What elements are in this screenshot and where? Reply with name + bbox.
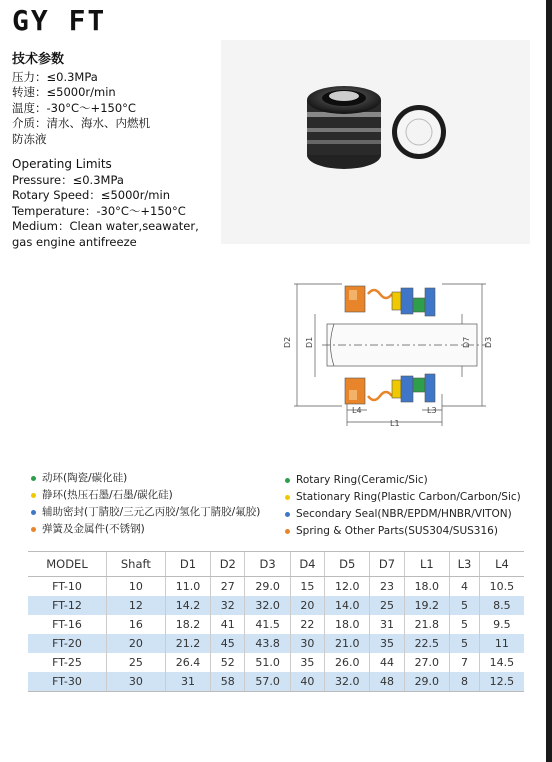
table-cell: 12.5 (479, 672, 524, 692)
label-d1: D1 (305, 336, 314, 348)
table-cell: 44 (370, 653, 404, 672)
table-cell: 35 (290, 653, 324, 672)
column-header: D4 (290, 552, 324, 577)
table-cell: 31 (370, 615, 404, 634)
section-svg (272, 274, 512, 434)
en-spec-line: Pressure：≤0.3MPa (12, 172, 124, 187)
legend-item (285, 489, 521, 506)
legend-item (31, 504, 260, 521)
bullet-icon (285, 478, 290, 483)
table-row (28, 634, 524, 653)
table-cell: 18.0 (404, 577, 449, 597)
table-cell: 29.0 (245, 577, 290, 597)
table-cell: 48 (370, 672, 404, 692)
cn-spec-line: 介质：清水、海水、内燃机 (12, 116, 150, 130)
legend-text: Rotary Ring(Ceramic/Sic) (296, 474, 428, 486)
table-cell: 21.0 (324, 634, 369, 653)
table-cell: 21.2 (165, 634, 210, 653)
table-cell: 29.0 (404, 672, 449, 692)
table-cell: 15 (290, 577, 324, 597)
bullet-icon (31, 527, 36, 532)
legend-text: Secondary Seal(NBR/EPDM/HNBR/VITON) (296, 508, 512, 520)
legend-text: 辅助密封(丁腈胶/三元乙丙胶/氢化丁腈胶/氟胶) (42, 506, 261, 518)
table-cell: 27 (211, 577, 245, 597)
table-cell: 19.2 (404, 596, 449, 615)
bullet-icon (31, 493, 36, 498)
table-cell: 32 (211, 596, 245, 615)
table-row (28, 672, 524, 692)
table-cell: 11.0 (165, 577, 210, 597)
table-cell: 23 (370, 577, 404, 597)
column-header: L3 (450, 552, 480, 577)
table-cell: 25 (106, 653, 165, 672)
legend-text: Stationary Ring(Plastic Carbon/Carbon/Sic) (296, 491, 521, 503)
table-cell: FT-25 (52, 656, 82, 669)
table-cell: 14.5 (479, 653, 524, 672)
table-cell: FT-10 (52, 580, 82, 593)
table-cell: 30 (106, 672, 165, 692)
table-header-row (28, 552, 524, 577)
table-cell: 45 (211, 634, 245, 653)
legend-item (285, 523, 521, 540)
table-cell: 12.0 (324, 577, 369, 597)
legend-en (285, 472, 521, 540)
cn-spec-line: 温度：-30°C～+150°C (12, 100, 136, 115)
table-cell: 8 (450, 672, 480, 692)
en-spec-line: gas engine antifreeze (12, 234, 137, 249)
column-header: MODEL (28, 552, 106, 577)
table-cell: 51.0 (245, 653, 290, 672)
table-cell: 9.5 (479, 615, 524, 634)
table-cell: 22 (290, 615, 324, 634)
table-cell: 7 (450, 653, 480, 672)
label-l1: L1 (390, 419, 400, 428)
table-cell: 32.0 (245, 596, 290, 615)
table-cell: FT-12 (28, 596, 106, 615)
table-cell: 21.8 (404, 615, 449, 634)
table-cell: 14.0 (324, 596, 369, 615)
table-cell: 57.0 (245, 672, 290, 692)
table-cell: 20 (106, 634, 165, 653)
bullet-icon (31, 476, 36, 481)
table-cell: 8.5 (479, 596, 524, 615)
table-cell: 58 (211, 672, 245, 692)
table-cell: 5 (450, 615, 480, 634)
table-cell: 18.2 (165, 615, 210, 634)
page-title: GY FT (12, 4, 107, 37)
column-header: Shaft (106, 552, 165, 577)
table-cell: 26.4 (165, 653, 210, 672)
table-cell: 10 (106, 577, 165, 597)
column-header: D1 (165, 552, 210, 577)
legend-item (285, 472, 521, 489)
cn-spec-line: 压力：≤0.3MPa (12, 69, 98, 84)
edge-bar (546, 0, 552, 762)
column-header: L1 (404, 552, 449, 577)
table-cell: 52 (211, 653, 245, 672)
legend-item (31, 487, 260, 504)
table-cell: 31 (165, 672, 210, 692)
table-cell: 5 (450, 634, 480, 653)
table-cell: 26.0 (324, 653, 369, 672)
en-specs-heading: Operating Limits (12, 157, 112, 171)
bullet-icon (285, 512, 290, 517)
table-cell: 32.0 (324, 672, 369, 692)
table-cell: 41 (211, 615, 245, 634)
table-cell: 11 (479, 634, 524, 653)
legend-text: 动环(陶瓷/碳化硅) (42, 472, 128, 484)
legend-item (31, 470, 260, 487)
label-d2: D2 (283, 336, 292, 348)
table-cell: 35 (370, 634, 404, 653)
column-header: D3 (245, 552, 290, 577)
table-cell: 16 (106, 615, 165, 634)
legend-text: 弹簧及金属件(不锈钢) (42, 523, 145, 535)
cross-section-drawing (272, 274, 512, 434)
column-header: D7 (370, 552, 404, 577)
bullet-icon (285, 529, 290, 534)
cn-specs-heading: 技术参数 (12, 52, 65, 67)
column-header: D2 (211, 552, 245, 577)
legend-text: 静环(热压石墨/石墨/碳化硅) (42, 489, 173, 501)
column-header: D5 (324, 552, 369, 577)
table-cell: FT-30 (28, 672, 106, 692)
table-cell: 27.0 (404, 653, 449, 672)
table-cell: 20 (290, 596, 324, 615)
table-cell: FT-20 (28, 634, 106, 653)
table-cell: 4 (450, 577, 480, 597)
bullet-icon (31, 510, 36, 515)
column-header: L4 (479, 552, 524, 577)
table-cell: 10.5 (479, 577, 524, 597)
seal-photo-illustration (221, 40, 530, 244)
table-cell: 40 (290, 672, 324, 692)
table-cell: 14.2 (165, 596, 210, 615)
table-row (28, 577, 524, 597)
cn-spec-line: 转速：≤5000r/min (12, 85, 116, 99)
table-row (28, 653, 524, 672)
table-cell: 18.0 (324, 615, 369, 634)
table-row (28, 596, 524, 615)
label-d7: D7 (462, 336, 471, 348)
table-cell: FT-16 (52, 618, 82, 631)
label-l4: L4 (352, 406, 362, 415)
en-spec-line: Temperature：-30°C～+150°C (12, 203, 186, 218)
dimension-table (28, 551, 524, 692)
legend-cn (31, 470, 260, 538)
table-cell: 41.5 (245, 615, 290, 634)
bullet-icon (285, 495, 290, 500)
label-l3: L3 (427, 406, 437, 415)
table-cell: 25 (370, 596, 404, 615)
en-spec-line: Medium：Clean water,seawater, (12, 219, 199, 233)
cn-spec-line: 防冻液 (12, 131, 47, 146)
cn-specs (12, 52, 150, 147)
table-cell: 12 (106, 596, 165, 615)
table-cell: 22.5 (404, 634, 449, 653)
en-spec-line: Rotary Speed：≤5000r/min (12, 188, 170, 202)
label-d3: D3 (484, 336, 493, 348)
legend-item (285, 506, 521, 523)
table-cell: 43.8 (245, 634, 290, 653)
product-photo (221, 40, 530, 244)
table-cell: 5 (450, 596, 480, 615)
legend-text: Spring & Other Parts(SUS304/SUS316) (296, 525, 498, 537)
legend-item (31, 521, 260, 538)
en-specs (12, 157, 199, 250)
table-row (28, 615, 524, 634)
table-cell: 30 (290, 634, 324, 653)
